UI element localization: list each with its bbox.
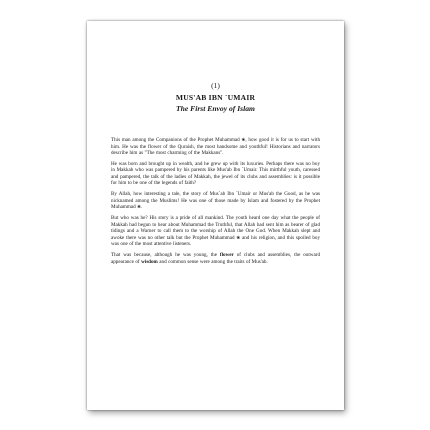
- paragraph-5-text-e: and common sense were among the traits of Mus'ab.: [157, 258, 268, 265]
- paragraph-2-text: He was born and brought up in wealth, and he grew up with its luxuries. Perhaps there was no boy in Makkah who was pampered by his parents like Mus'ab Ibn `Umair. This mirthful youth, caressed and pampered, the talk of the ladies of Makkah, the jewel of its clubs and assemblies: is it possible for him to be one of the legends of faith?: [111, 160, 320, 187]
- paragraph-5: [111, 252, 320, 265]
- paragraph-3-text-b: .: [140, 204, 143, 211]
- paragraph-1-text-b: , how good it is for us to start with him. He was the flower of the Quraish, the most handsome and youthful! Historians and narrators describe him as "The most charming of the Makkans".: [111, 137, 320, 157]
- paragraph-1-text-a: This man among the Companions of the Prophet Muhammad: [111, 137, 240, 143]
- paragraph-1: [111, 137, 320, 157]
- chapter-title: MUS'AB IBN `UMAIR: [175, 93, 256, 102]
- book-page: [87, 21, 344, 410]
- chapter-number: (1): [211, 81, 220, 90]
- paragraph-4-text-b: and his religion, and this spoiled boy was one of the most attentive listeners.: [111, 234, 320, 248]
- chapter-subtitle: The First Envoy of Islam: [176, 104, 255, 113]
- salutation-icon: ❀: [236, 234, 241, 240]
- salutation-icon: ❀: [137, 204, 141, 210]
- paragraph-4-text-a: But who was he? His story is a pride of all mankind. The youth heard one day what the people of Makkah had begun to hear about Muhammad the Truthful, that Allah had sent him as bearer of glad tidings and a Warner to call them to the worship of Allah the One God. When Makkah slept and awoke there was no other talk but the Prophet Muhammad: [111, 215, 320, 241]
- paragraph-3-text-a: By Allah, how interesting a tale, the story of Mus`ab Ibn `Umair or Mus'ab the Good, as he was nicknamed among the Muslims! He was one of those made by Islam and fostered by the Prophet Muhammad: [111, 191, 320, 211]
- paragraph-5-text-a: That was because, although he was young, the: [111, 251, 220, 258]
- paragraph-3: [111, 191, 320, 211]
- paragraph-5-bold-flower: flower: [219, 251, 234, 258]
- paragraph-4: [111, 215, 320, 248]
- salutation-icon: ❀: [241, 137, 246, 142]
- paragraph-5-bold-wisdom: wisdom: [141, 258, 158, 265]
- paragraph-2: [111, 161, 320, 187]
- paragraph-5-text-c: of clubs and assemblies, the outward appearance of: [111, 251, 320, 265]
